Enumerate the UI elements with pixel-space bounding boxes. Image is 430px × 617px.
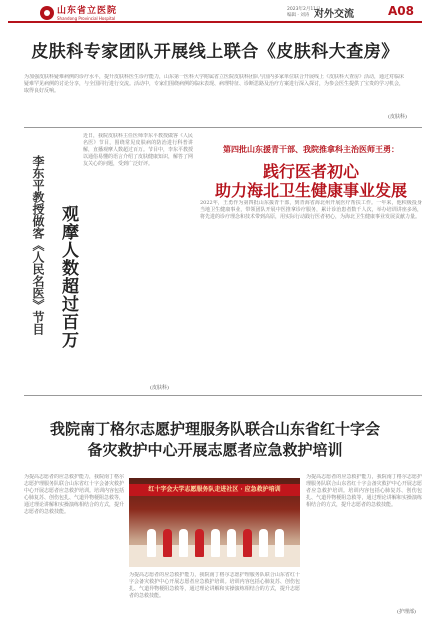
page-number: A08 [388,4,414,18]
issue-date: 2023年2月11日 编辑 · 刘涛 [287,7,321,18]
right-article-body: 2022年，王勇作为第四批山东援青干部，到青海省海北州开展医疗帮扶工作。一年来，他积极投身当地卫生健康事业，带领团队开展中医推拿诊疗服务，累计诊治患者数千人次，举办培训讲座多场，将先进的诊疗理念和技术带到高原，用实际行动践行医者初心，为海北卫生健康事业发展贡献力量。 [200,200,422,220]
divider [24,127,422,128]
right-subheadline: 第四批山东援青干部、我院推拿科主治医师王勇： [223,144,399,154]
left-vertical-subheadline: 李东平教授做客《人民名医》节目 [31,155,45,335]
right-headline-2: 助力海北卫生健康事业发展 [214,181,407,200]
hospital-name: 山东省立医院 [57,5,118,16]
left-vertical-headline: 观摩人数超过百万 [58,205,78,349]
masthead [8,3,422,23]
hospital-logo [40,3,117,23]
section-title: 对外交流 [314,9,354,20]
person [275,529,284,557]
training-photo [129,478,300,567]
person [259,529,268,557]
hospital-seal-icon [40,6,54,20]
left-article-body: 近日，我院皮肤科主任医师李东平教授做客《人民名医》节目，围绕常见皮肤病的防治进行科普讲解，直播观摩人数超过百万。节目中，李东平教授以通俗易懂的语言介绍了皮肤健康知识，解答了网友关心的问题，受到广泛好评。 [83,133,193,167]
hospital-name-en: Shandong Provincial Hospital [57,15,116,21]
top-article-credit: (皮肤科) [388,114,407,120]
bottom-headline-1: 我院南丁格尔志愿护理服务队联合山东省红十字会 [49,420,380,438]
bottom-article-credit: (护理部) [397,609,416,615]
masthead-rule [8,21,422,23]
person [211,529,220,557]
bottom-headline-2: 备灾救护中心开展志愿者应急救护培训 [87,441,343,459]
left-article-credit: (皮肤科) [150,385,169,391]
person [147,529,156,557]
bottom-article-body-col3: 为提高志愿者的应急救护能力，我院南丁格尔志愿护理服务队联合山东省红十字会备灾救护中心开展志愿者应急救护培训。培训内容包括心肺复苏、创伤包扎、气道异物梗阻急救等，通过理论讲解和实操演练相结合的方式，提升志愿者的急救技能。 [306,474,422,508]
person [179,529,188,557]
bottom-article-body-col2: 为提高志愿者的应急救护能力，我院南丁格尔志愿护理服务队联合山东省红十字会备灾救护中心开展志愿者应急救护培训。培训内容包括心肺复苏、创伤包扎、气道异物梗阻急救等，通过理论讲解和实操演练相结合的方式，提升志愿者的急救技能。 [129,572,300,599]
photo-banner: 红十字会大学志愿服务队走进社区 · 应急救护培训 [129,484,300,496]
person [195,529,204,557]
person [243,529,252,557]
person [163,529,172,557]
divider [24,395,422,396]
top-article-body: 为加强皮肤科疑难病例的诊疗水平，提升皮肤科医生诊疗能力，山东第一医科大学附属省立医院皮肤科团队与国内多家单位联合开展线上《皮肤科大查房》活动，通过对临床疑难罕见病例的讨论分享，与全国同行进行交流。活动中，专家们围绕病例的临床表现、病理特征、诊断思路及治疗方案进行深入探讨，为参会医生提供了宝贵的学习机会，取得良好反响。 [24,74,404,94]
bottom-article-body-col1: 为提高志愿者的应急救护能力，我院南丁格尔志愿护理服务队联合山东省红十字会备灾救护中心开展志愿者应急救护培训。培训内容包括心肺复苏、创伤包扎、气道异物梗阻急救等，通过理论讲解和实操演练相结合的方式，提升志愿者的急救技能。 [24,474,124,515]
top-headline: 皮肤科专家团队开展线上联合《皮肤科大查房》 [31,42,399,62]
right-headline-1: 践行医者初心 [262,162,359,181]
person [227,529,236,557]
